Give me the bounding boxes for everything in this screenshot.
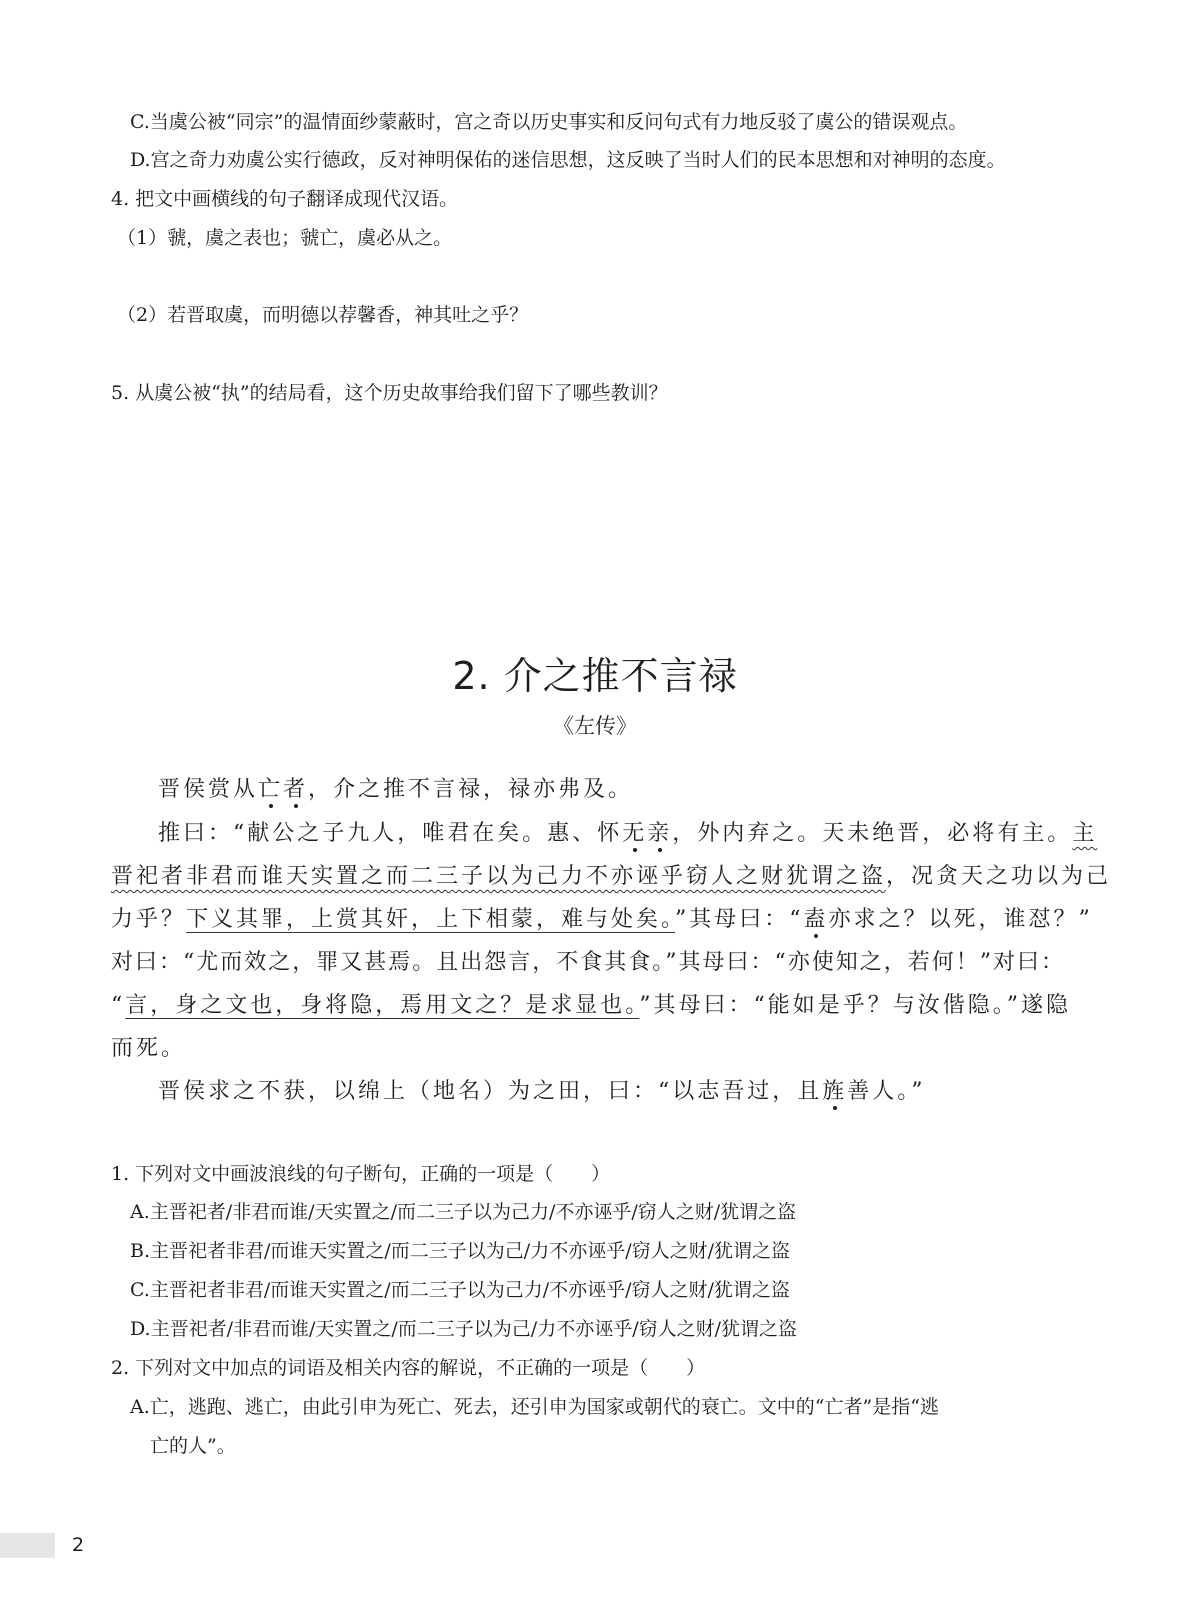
exercise-2-option-a: A.亡，逃跑、逃亡，由此引申为死亡、死去，还引申为国家或朝代的衰亡。文中的“亡者”是指“逃 — [130, 1396, 939, 1418]
emphasis-dot-char: 盍 — [803, 907, 829, 932]
exercise-1-option-c: C.主晋祀者非君/而谁天实置之/而二三子以为己力/不亦诬乎/窃人之财/犹谓之盗 — [130, 1279, 790, 1301]
emphasis-dot-char: 亲 — [647, 821, 673, 846]
exercise-1-option-a: A.主晋祀者/非君而谁/天实置之/而二三子以为己力/不亦诬乎/窃人之财/犹谓之盗 — [130, 1201, 797, 1223]
question-5: 5. 从虞公被“执”的结局看，这个历史故事给我们留下了哪些教训？ — [111, 382, 668, 404]
question-4: 4. 把文中画横线的句子翻译成现代汉语。 — [111, 188, 459, 210]
underlined-sentence-2: 言，身之文也，身将隐，焉用文之？是求显也。 — [125, 993, 640, 1018]
passage-line-5: 对曰：“尤而效之，罪又甚焉。且出怨言，不食其食。”其母曰：“亦使知之，若何！”对曰： — [111, 950, 1065, 975]
exercise-2-option-a-continued: 亡的人”。 — [150, 1435, 236, 1457]
page-marker-bar — [0, 1533, 55, 1558]
exercise-1-option-b: B.主晋祀者非君/而谁天实置之/而二三子以为己/力不亦诬乎/窃人之财/犹谓之盗 — [130, 1240, 791, 1262]
passage-line-7: 而死。 — [111, 1036, 187, 1061]
question-4-part-1: （1）虢，虞之表也；虢亡，虞必从之。 — [117, 227, 453, 249]
exercise-1: 1. 下列对文中画波浪线的句子断句，正确的一项是（ ） — [111, 1163, 611, 1185]
question-4-part-2: （2）若晋取虞，而明德以荐馨香，神其吐之乎？ — [117, 304, 529, 326]
emphasis-dot-char: 亡 — [258, 777, 284, 802]
emphasis-dot-char: 者 — [283, 777, 309, 802]
option-c: C.当虞公被“同宗”的温情面纱蒙蔽时，宫之奇以历史事实和反问句式有力地反驳了虞公的错误观点。 — [130, 111, 968, 133]
exercise-1-option-d: D.主晋祀者/非君而谁/天实置之/而二三子以为己/力不亦诬乎/窃人之财/犹谓之盗 — [130, 1318, 798, 1340]
passage-line-8: 晋侯求之不获，以绵上（地名）为之田，曰：“以志吾过，且旌善人。” — [158, 1079, 926, 1104]
exercise-2: 2. 下列对文中加点的词语及相关内容的解说，不正确的一项是（ ） — [111, 1357, 706, 1379]
passage-line-6: “言，身之文也，身将隐，焉用文之？是求显也。”其母曰：“能如是乎？与汝偕隐。”遂隐 — [111, 993, 1072, 1018]
wavy-underlined-sentence: 晋祀者非君而谁天实置之而二三子以为己力不亦诬乎窃人之财犹谓之盗 — [111, 864, 887, 889]
passage-line-1: 晋侯赏从亡者，介之推不言禄，禄亦弗及。 — [158, 777, 634, 802]
lesson-title: 2. 介之推不言禄 — [452, 654, 738, 698]
page-number: 2 — [72, 1534, 85, 1556]
passage-line-2: 推曰：“献公之子九人，唯君在矣。惠、怀无亲，外内弃之。天未绝晋，必将有主。主 — [158, 821, 1098, 846]
underlined-sentence-1: 下义其罪，上赏其奸，上下相蒙，难与处矣。 — [186, 907, 676, 932]
lesson-source: 《左传》 — [553, 714, 637, 738]
passage-line-4: 力乎？下义其罪，上赏其奸，上下相蒙，难与处矣。”其母曰：“盍亦求之？以死，谁怼？” — [111, 907, 1093, 932]
option-d: D.宫之奇力劝虞公实行德政，反对神明保佑的迷信思想，这反映了当时人们的民本思想和对神明的态度。 — [130, 149, 1006, 171]
passage-line-3: 晋祀者非君而谁天实置之而二三子以为己力不亦诬乎窃人之财犹谓之盗，况贪天之功以为己 — [111, 864, 1112, 889]
emphasis-dot-char: 无 — [622, 821, 648, 846]
emphasis-dot-char: 旌 — [822, 1079, 848, 1104]
wavy-underlined-sentence-start: 主 — [1072, 821, 1098, 846]
